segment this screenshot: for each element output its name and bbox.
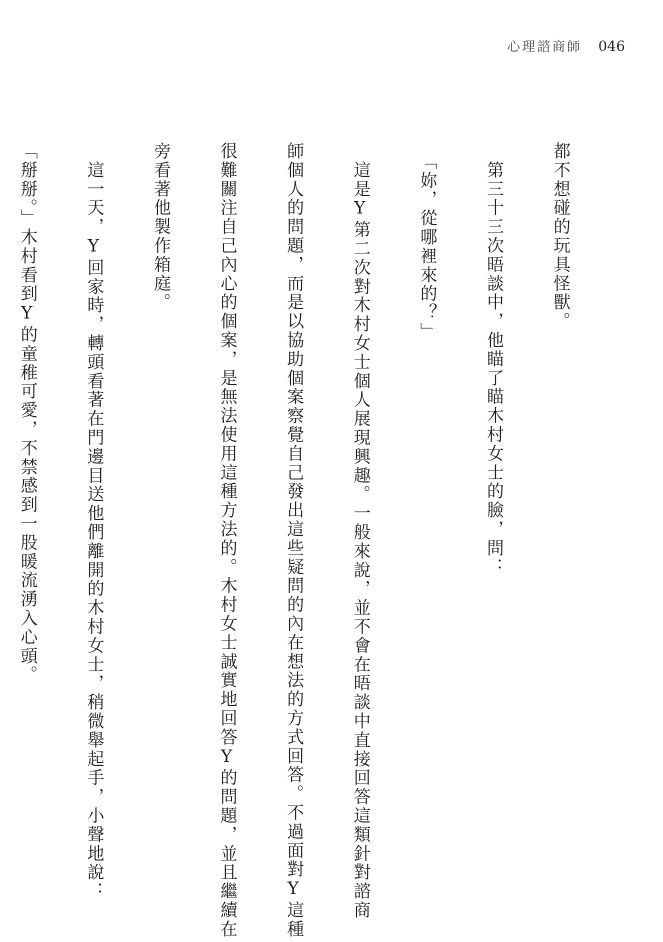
page-number: 046: [598, 39, 625, 55]
text-line: 很難關注自己內心的個案，是無法使用這種方法的。木村女士誠實地回答Y的問題，並且繼續在: [216, 142, 237, 939]
book-title: 心理諮商師: [507, 40, 583, 55]
text-line: 「掰掰。」木村看到Y的童稚可愛，不禁感到一股暖流湧入心頭。: [16, 142, 37, 685]
text-line: 第三十三次晤談中，他瞄了瞄木村女士的臉，問：: [482, 142, 503, 577]
text-line: 都不想碰的玩具怪獸。: [549, 142, 570, 331]
body-text: [16, 142, 615, 939]
text-line: 這是Y第二次對木村女士個人展現興趣。一般來說，並不會在晤談中直接回答這類針對諮商: [349, 142, 370, 920]
text-line: 師個人的問題，而是以協助個案察覺自己發出這些疑問的內在想法的方式回答。不過面對Y這種: [283, 142, 304, 939]
text-line: 「妳，從哪裡來的？」: [416, 142, 437, 342]
running-header: [325, 36, 625, 58]
text-line: 旁看著他製作箱庭。: [149, 142, 170, 313]
text-line: 這一天，Y回家時，轉頭看著在門邊目送他們離開的木村女士，稍微舉起手，小聲地說：: [83, 142, 104, 901]
